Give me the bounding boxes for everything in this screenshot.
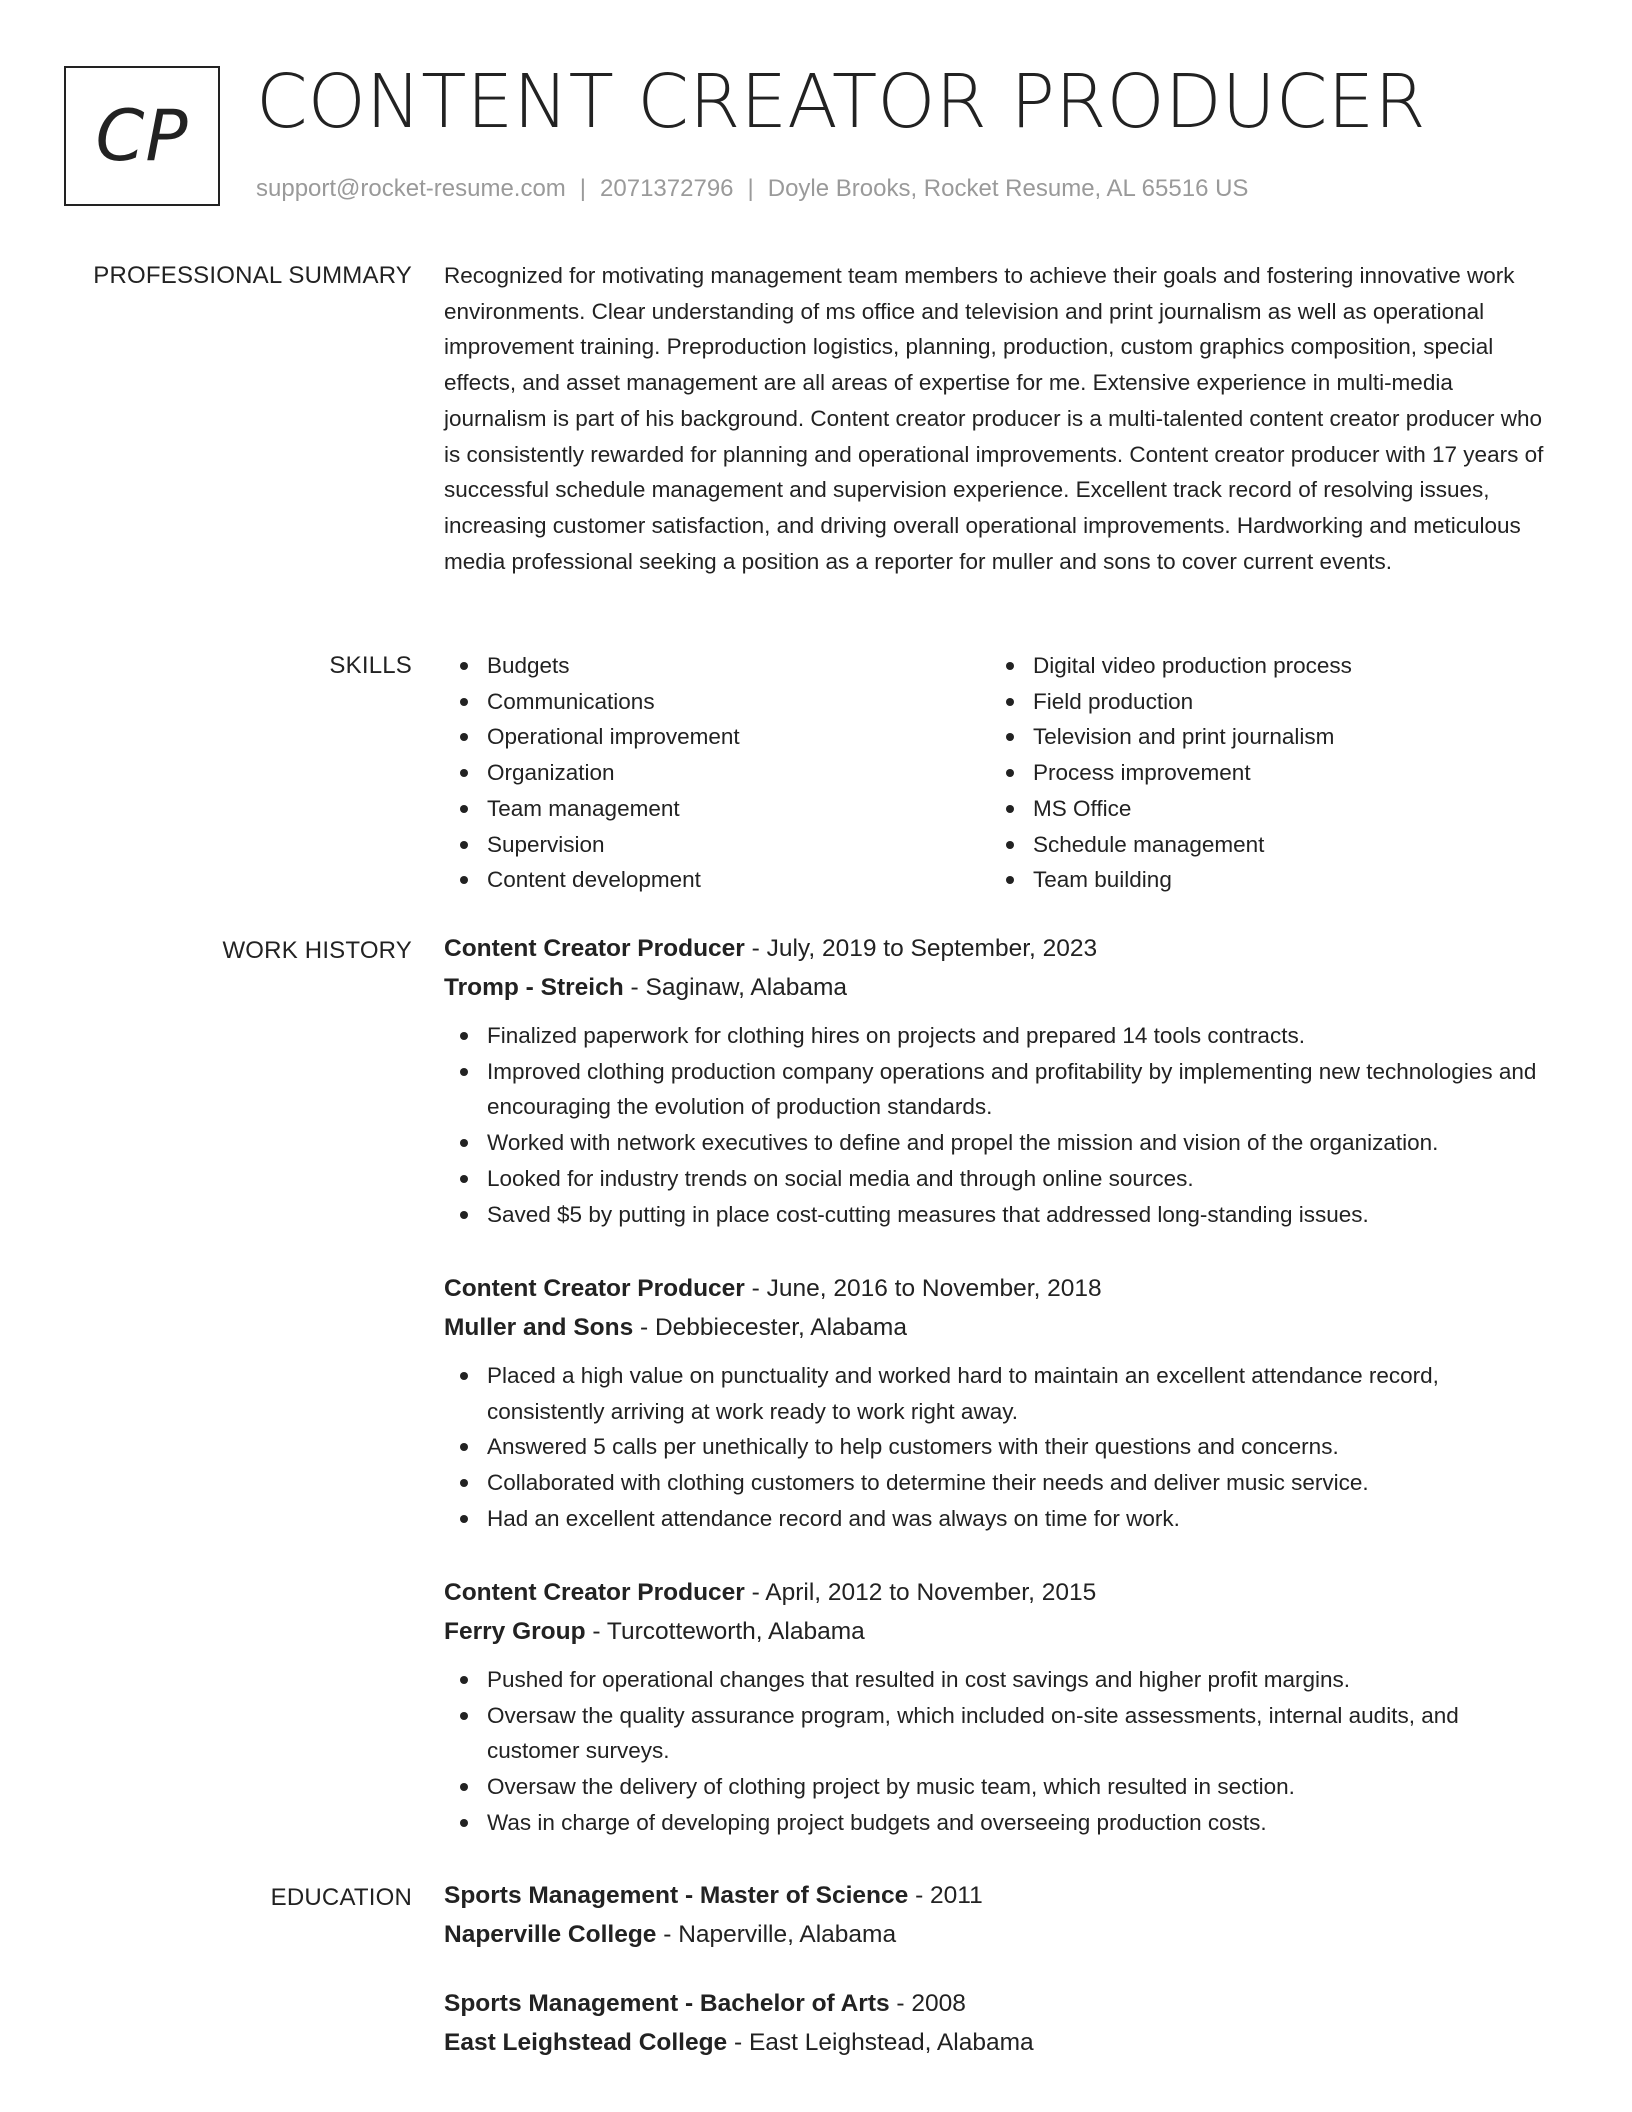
monogram-logo: CP bbox=[64, 66, 220, 206]
job-bullet: Collaborated with clothing customers to determine their needs and deliver music service. bbox=[444, 1465, 1556, 1501]
education-year: - 2008 bbox=[889, 1990, 966, 2017]
education-degree-line bbox=[444, 1984, 1556, 2023]
section-heading-summary: PROFESSIONAL SUMMARY bbox=[93, 262, 412, 289]
skills-columns bbox=[444, 648, 1556, 898]
job-title-line bbox=[444, 1269, 1556, 1308]
job-location: - Turcotteworth, Alabama bbox=[585, 1618, 865, 1645]
skill-item: Content development bbox=[444, 862, 990, 898]
summary-body bbox=[444, 258, 1556, 579]
contact-separator: | bbox=[747, 175, 754, 202]
job-location: - Debbiecester, Alabama bbox=[633, 1314, 907, 1341]
education-degree-line bbox=[444, 1876, 1556, 1915]
skill-item: Team management bbox=[444, 791, 990, 827]
contact-email: support@rocket-resume.com bbox=[256, 175, 566, 202]
skill-item: Operational improvement bbox=[444, 719, 990, 755]
education-school: Naperville College bbox=[444, 1921, 657, 1948]
education-location: - Naperville, Alabama bbox=[656, 1921, 897, 1948]
job-bullets bbox=[444, 1662, 1556, 1841]
job-title-line bbox=[444, 929, 1556, 968]
job-company: Muller and Sons bbox=[444, 1314, 634, 1341]
job-bullet: Improved clothing production company operations and profitability by implementing new technologies and encouraging the evolution of production standards. bbox=[444, 1054, 1556, 1125]
contact-line bbox=[256, 174, 1248, 204]
job-location: - Saginaw, Alabama bbox=[623, 974, 848, 1001]
job-bullet: Looked for industry trends on social media and through online sources. bbox=[444, 1161, 1556, 1197]
contact-separator: | bbox=[579, 175, 587, 202]
skills-list-left bbox=[444, 648, 990, 898]
skill-item: Supervision bbox=[444, 827, 990, 863]
education-entry bbox=[444, 1984, 1556, 2062]
job-dates: - June, 2016 to November, 2018 bbox=[744, 1275, 1102, 1302]
section-heading-skills: SKILLS bbox=[329, 652, 412, 679]
job-entry bbox=[444, 1269, 1556, 1537]
skill-item: Television and print journalism bbox=[990, 719, 1536, 755]
job-title: Content Creator Producer bbox=[444, 1579, 745, 1606]
job-company: Tromp - Streich bbox=[444, 974, 624, 1001]
summary-text: Recognized for motivating management team members to achieve their goals and fostering innovative work environments. Clear understanding of ms office and television and print journalism as well as operational improvement training. Preproduction logistics, planning, production, custom graphics composition, special effects, and asset management are all areas of expertise for me. Extensive experience in multi-media journalism is part of his background. Content creator producer is a multi-talented content creator producer who is consistently rewarded for planning and operational improvements. Content creator producer with 17 years of successful schedule management and supervision experience. Excellent track record of resolving issues, increasing customer satisfaction, and driving overall operational improvements. Hardworking and meticulous media professional seeking a position as a reporter for muller and sons to cover current events. bbox=[444, 263, 1544, 574]
job-entry bbox=[444, 1573, 1556, 1841]
contact-phone: 2071372796 bbox=[600, 175, 734, 202]
education-degree: Sports Management - Bachelor of Arts bbox=[444, 1990, 890, 2017]
job-company-line bbox=[444, 968, 1556, 1007]
job-title: Content Creator Producer bbox=[444, 935, 745, 962]
job-bullet: Finalized paperwork for clothing hires on projects and prepared 14 tools contracts. bbox=[444, 1018, 1556, 1054]
job-bullet: Oversaw the delivery of clothing project by music team, which resulted in section. bbox=[444, 1769, 1556, 1805]
education-location: - East Leighstead, Alabama bbox=[727, 2029, 1034, 2056]
job-dates: - April, 2012 to November, 2015 bbox=[744, 1579, 1097, 1606]
contact-address: Doyle Brooks, Rocket Resume, AL 65516 US bbox=[767, 175, 1249, 202]
job-entry bbox=[444, 929, 1556, 1232]
job-company-line bbox=[444, 1308, 1556, 1347]
skill-item: Field production bbox=[990, 684, 1536, 720]
job-company-line bbox=[444, 1612, 1556, 1651]
job-bullets bbox=[444, 1018, 1556, 1232]
job-bullet: Oversaw the quality assurance program, which included on-site assessments, internal audits, and customer surveys. bbox=[444, 1698, 1556, 1769]
skills-list-right bbox=[990, 648, 1536, 898]
skill-item: Organization bbox=[444, 755, 990, 791]
education-year: - 2011 bbox=[908, 1882, 983, 1909]
job-bullet: Pushed for operational changes that resulted in cost savings and higher profit margins. bbox=[444, 1662, 1556, 1698]
skill-item: Schedule management bbox=[990, 827, 1536, 863]
job-bullet: Placed a high value on punctuality and worked hard to maintain an excellent attendance record, consistently arriving at work ready to work right away. bbox=[444, 1358, 1556, 1429]
job-title-line bbox=[444, 1573, 1556, 1612]
job-bullet: Answered 5 calls per unethically to help customers with their questions and concerns. bbox=[444, 1429, 1556, 1465]
education-school: East Leighstead College bbox=[444, 2029, 728, 2056]
skill-item: Team building bbox=[990, 862, 1536, 898]
job-bullet: Saved $5 by putting in place cost-cutting measures that addressed long-standing issues. bbox=[444, 1197, 1556, 1233]
skill-item: Budgets bbox=[444, 648, 990, 684]
education-school-line bbox=[444, 1915, 1556, 1954]
section-heading-work: WORK HISTORY bbox=[222, 937, 412, 964]
job-company: Ferry Group bbox=[444, 1618, 586, 1645]
skill-item: Process improvement bbox=[990, 755, 1536, 791]
skills-body bbox=[444, 648, 1556, 898]
education-entry bbox=[444, 1876, 1556, 1954]
job-bullet: Worked with network executives to define and propel the mission and vision of the organization. bbox=[444, 1125, 1556, 1161]
skill-item: MS Office bbox=[990, 791, 1536, 827]
page-title: CONTENT CREATOR PRODUCER bbox=[256, 59, 1426, 145]
job-dates: - July, 2019 to September, 2023 bbox=[744, 935, 1098, 962]
job-bullets bbox=[444, 1358, 1556, 1537]
education-school-line bbox=[444, 2023, 1556, 2062]
job-bullet: Had an excellent attendance record and was always on time for work. bbox=[444, 1501, 1556, 1537]
skill-item: Communications bbox=[444, 684, 990, 720]
job-bullet: Was in charge of developing project budgets and overseeing production costs. bbox=[444, 1805, 1556, 1841]
job-title: Content Creator Producer bbox=[444, 1275, 745, 1302]
education-degree: Sports Management - Master of Science bbox=[444, 1882, 909, 1909]
skill-item: Digital video production process bbox=[990, 648, 1536, 684]
section-heading-education: EDUCATION bbox=[270, 1884, 412, 1911]
